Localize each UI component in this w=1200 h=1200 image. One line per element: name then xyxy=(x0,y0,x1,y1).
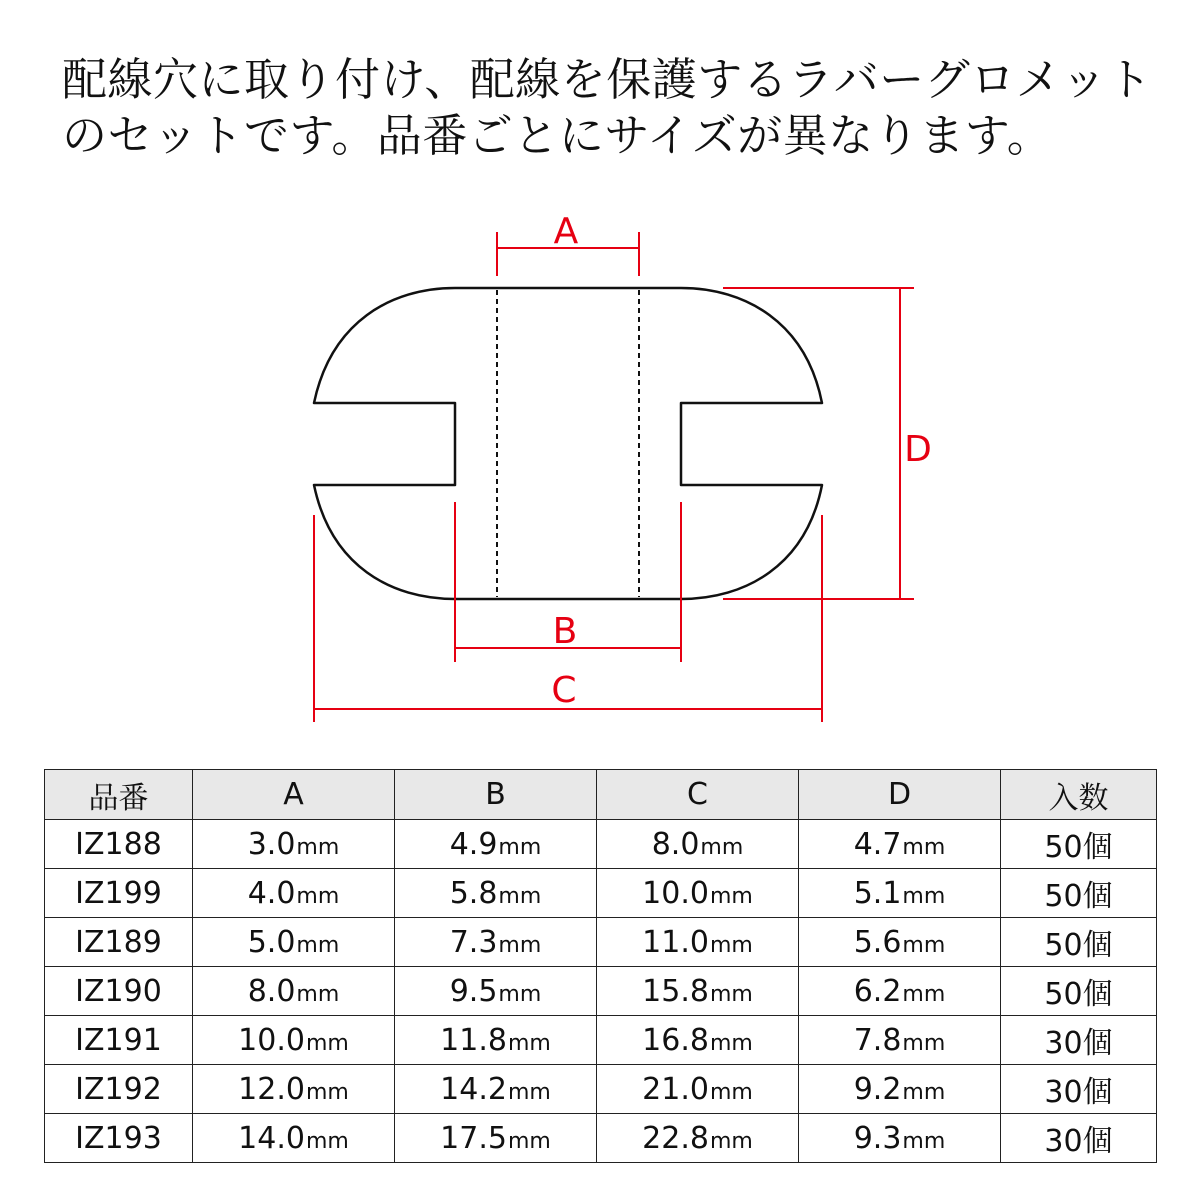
unit-label: mm xyxy=(305,1128,349,1154)
dim-b-value: 11.8 xyxy=(440,1022,507,1058)
dim-b-value: 9.5 xyxy=(449,973,498,1009)
dim-c-cell xyxy=(597,1065,799,1114)
header-quantity: 入数 xyxy=(1001,770,1157,820)
header-b: B xyxy=(395,770,597,820)
table-row xyxy=(45,1114,1157,1163)
unit-label: mm xyxy=(498,883,542,909)
dim-b-value: 7.3 xyxy=(449,924,498,960)
dimension-a-label: A xyxy=(553,211,579,252)
dim-c-value: 16.8 xyxy=(642,1022,709,1058)
dim-c-value: 22.8 xyxy=(642,1120,709,1156)
quantity-cell: 50個 xyxy=(1001,918,1157,967)
unit-label: mm xyxy=(296,981,340,1007)
unit-label: mm xyxy=(709,981,753,1007)
header-d: D xyxy=(799,770,1001,820)
dim-c-cell xyxy=(597,967,799,1016)
unit-label: mm xyxy=(296,834,340,860)
dimension-b-label: B xyxy=(552,611,578,652)
dim-a-value: 8.0 xyxy=(247,973,296,1009)
unit-label: mm xyxy=(902,981,946,1007)
unit-label: mm xyxy=(902,1030,946,1056)
table-row xyxy=(45,1016,1157,1065)
dim-b-cell xyxy=(395,918,597,967)
dim-d-value: 5.1 xyxy=(853,875,902,911)
dim-c-cell xyxy=(597,820,799,869)
unit-label: mm xyxy=(305,1079,349,1105)
dim-b-value: 17.5 xyxy=(440,1120,507,1156)
dim-d-cell xyxy=(799,820,1001,869)
dim-d-value: 6.2 xyxy=(853,973,902,1009)
quantity-cell: 30個 xyxy=(1001,1065,1157,1114)
dim-b-cell xyxy=(395,820,597,869)
table-row xyxy=(45,967,1157,1016)
dim-d-value: 4.7 xyxy=(853,826,902,862)
part-number-cell: IZ191 xyxy=(45,1016,193,1065)
dim-c-value: 8.0 xyxy=(651,826,700,862)
dim-a-value: 5.0 xyxy=(247,924,296,960)
size-table xyxy=(44,769,1157,1163)
unit-label: mm xyxy=(498,932,542,958)
dim-d-value: 9.3 xyxy=(853,1120,902,1156)
dim-c-value: 11.0 xyxy=(642,924,709,960)
table-row xyxy=(45,869,1157,918)
dim-c-cell xyxy=(597,869,799,918)
unit-label: mm xyxy=(902,932,946,958)
quantity-cell: 50個 xyxy=(1001,869,1157,918)
dim-a-cell xyxy=(193,820,395,869)
dim-d-value: 9.2 xyxy=(853,1071,902,1107)
dim-a-cell xyxy=(193,1065,395,1114)
dim-a-value: 3.0 xyxy=(247,826,296,862)
table-row xyxy=(45,918,1157,967)
table-row xyxy=(45,820,1157,869)
header-a: A xyxy=(193,770,395,820)
part-number-cell: IZ193 xyxy=(45,1114,193,1163)
dim-a-value: 14.0 xyxy=(238,1120,305,1156)
dim-b-value: 4.9 xyxy=(449,826,498,862)
quantity-cell: 50個 xyxy=(1001,820,1157,869)
dim-a-value: 10.0 xyxy=(238,1022,305,1058)
unit-label: mm xyxy=(709,1030,753,1056)
dim-d-value: 5.6 xyxy=(853,924,902,960)
table-row xyxy=(45,1065,1157,1114)
unit-label: mm xyxy=(709,883,753,909)
dim-c-cell xyxy=(597,1016,799,1065)
quantity-cell: 50個 xyxy=(1001,967,1157,1016)
dim-c-value: 21.0 xyxy=(642,1071,709,1107)
quantity-cell: 30個 xyxy=(1001,1114,1157,1163)
unit-label: mm xyxy=(709,932,753,958)
unit-label: mm xyxy=(507,1079,551,1105)
dim-c-cell xyxy=(597,918,799,967)
dim-b-cell xyxy=(395,1065,597,1114)
dim-b-value: 14.2 xyxy=(440,1071,507,1107)
dim-a-cell xyxy=(193,967,395,1016)
part-number-cell: IZ188 xyxy=(45,820,193,869)
part-number-cell: IZ190 xyxy=(45,967,193,1016)
unit-label: mm xyxy=(498,834,542,860)
dim-a-value: 12.0 xyxy=(238,1071,305,1107)
dim-a-value: 4.0 xyxy=(247,875,296,911)
header-c: C xyxy=(597,770,799,820)
dim-d-cell xyxy=(799,918,1001,967)
unit-label: mm xyxy=(507,1128,551,1154)
dim-c-value: 15.8 xyxy=(642,973,709,1009)
dim-b-value: 5.8 xyxy=(449,875,498,911)
part-number-cell: IZ189 xyxy=(45,918,193,967)
dim-b-cell xyxy=(395,869,597,918)
dim-d-cell xyxy=(799,1016,1001,1065)
dim-b-cell xyxy=(395,967,597,1016)
part-number-cell: IZ199 xyxy=(45,869,193,918)
unit-label: mm xyxy=(902,834,946,860)
quantity-cell: 30個 xyxy=(1001,1016,1157,1065)
unit-label: mm xyxy=(709,1128,753,1154)
dim-b-cell xyxy=(395,1114,597,1163)
unit-label: mm xyxy=(902,1128,946,1154)
dim-d-cell xyxy=(799,1065,1001,1114)
dim-a-cell xyxy=(193,1016,395,1065)
table-header-row xyxy=(45,770,1157,820)
unit-label: mm xyxy=(507,1030,551,1056)
dimension-d xyxy=(723,288,914,599)
dim-a-cell xyxy=(193,918,395,967)
dimension-c-label: C xyxy=(551,670,577,711)
dim-d-value: 7.8 xyxy=(853,1022,902,1058)
unit-label: mm xyxy=(498,981,542,1007)
unit-label: mm xyxy=(902,1079,946,1105)
part-number-cell: IZ192 xyxy=(45,1065,193,1114)
dimension-d-label: D xyxy=(904,429,932,470)
grommet-outline xyxy=(314,288,822,599)
dim-c-value: 10.0 xyxy=(642,875,709,911)
dim-b-cell xyxy=(395,1016,597,1065)
dim-c-cell xyxy=(597,1114,799,1163)
dim-a-cell xyxy=(193,869,395,918)
unit-label: mm xyxy=(700,834,744,860)
unit-label: mm xyxy=(902,883,946,909)
dim-a-cell xyxy=(193,1114,395,1163)
dim-d-cell xyxy=(799,869,1001,918)
header-part-number: 品番 xyxy=(45,770,193,820)
dim-d-cell xyxy=(799,967,1001,1016)
intro-line-2: のセットです。品番ごとにサイズが異なります。 xyxy=(62,109,1053,162)
intro-line-1: 配線穴に取り付け、配線を保護するラバーグロメット xyxy=(62,53,1153,106)
unit-label: mm xyxy=(296,932,340,958)
unit-label: mm xyxy=(305,1030,349,1056)
unit-label: mm xyxy=(296,883,340,909)
unit-label: mm xyxy=(709,1079,753,1105)
dim-d-cell xyxy=(799,1114,1001,1163)
